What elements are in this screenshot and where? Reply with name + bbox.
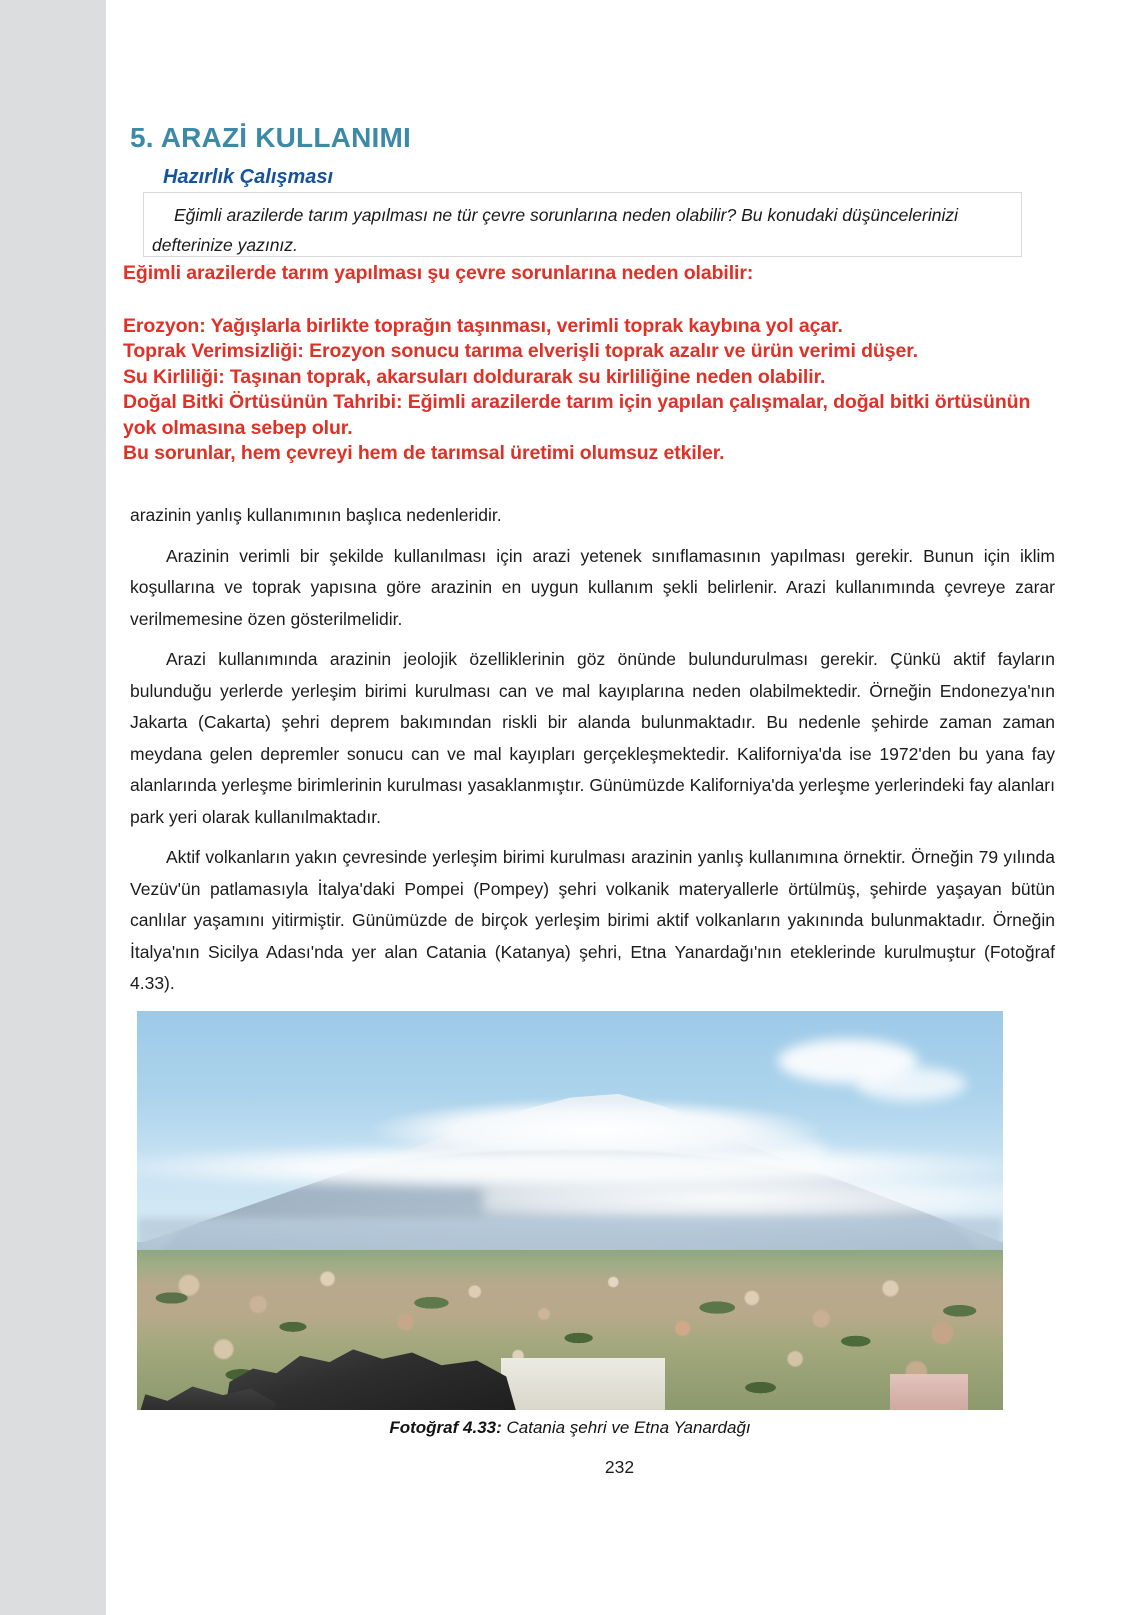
- body-paragraph: Aktif volkanların yakın çevresinde yerleşim birimi kurulması arazinin yanlış kullanımına örnektir. Örneğin 79 yılında Vezüv'ün patlamasıyla İtalya'daki Pompei (Pompey) şehri volkanik materyallerle örtülmüş, şehirde yaşayan bütün canlılar yaşamını yitirmiştir. Günümüzde de birçok yerleşim birimi aktif volkanların yakınında bulunmaktadır. Örneğin İtalya'nın Sicilya Adası'nda yer alan Catania (Katanya) şehri, Etna Yanardağı'nın eteklerinde kurulmuştur (Fotoğraf 4.33).: [130, 847, 1055, 993]
- building-pink: [890, 1374, 968, 1410]
- answer-lines: [123, 314, 1063, 467]
- answer-line: Bu sorunlar, hem çevreyi hem de tarımsal üretimi olumsuz etkiler.: [123, 442, 725, 464]
- answer-lead: Eğimli arazilerde tarım yapılması şu çevre sorunlarına neden olabilir:: [123, 262, 754, 284]
- answer-line: Erozyon: Yağışlarla birlikte toprağın taşınması, verimli toprak kaybına yol açar.: [123, 314, 843, 337]
- page-content: [106, 0, 1133, 1615]
- body-paragraph: Arazi kullanımında arazinin jeolojik özelliklerinin göz önünde bulundurulması gerekir. Çünkü aktif fayların bulunduğu yerlerde yerleşim birimi kurulması can ve mal kayıplarına neden olabilmektedir. Örneğin Endonezya'nın Jakarta (Cakarta) şehri deprem bakımından riskli bir alanda bulunmaktadır. Bu nedenle şehirde zaman zaman meydana gelen depremler sonucu can ve mal kayıpları gerçekleşmektedir. Kaliforniya'da ise 1972'den bu yana fay alanlarında yerleşme birimlerinin kurulması yasaklanmıştır. Günümüzde Kaliforniya'da yerleşme yerlerindeki fay alanları park yeri olarak kullanılmaktadır.: [130, 649, 1055, 827]
- body-text: [130, 500, 1055, 1000]
- figure-caption: [137, 1418, 1003, 1438]
- page-number: 232: [604, 1457, 635, 1477]
- prep-activity-label: Hazırlık Çalışması: [163, 166, 334, 188]
- prep-activity-question: Eğimli arazilerde tarım yapılması ne tür çevre sorunlarına neden olabilir? Bu konudaki düşüncelerinizi defterinize yazınız.: [152, 205, 959, 255]
- cloud-shape: [856, 1067, 966, 1101]
- figure-photo: [137, 1011, 1003, 1410]
- answer-line: Doğal Bitki Örtüsünün Tahribi: Eğimli arazilerde tarım için yapılan çalışmalar, doğal bitki örtüsünün yok olmasına sebep olur.: [123, 391, 1031, 439]
- figure-caption-text: Catania şehri ve Etna Yanardağı: [501, 1418, 751, 1437]
- body-paragraph: Arazinin verimli bir şekilde kullanılması için arazi yetenek sınıflamasının yapılması gerekir. Bunun için iklim koşullarına ve toprak yapısına göre arazinin en uygun kullanım şekli belirlenir. Arazi kullanımında çevreye zarar verilmemesine özen gösterilmelidir.: [130, 545, 1055, 629]
- body-paragraph: arazinin yanlış kullanımının başlıca nedenleridir.: [130, 505, 502, 525]
- answer-line: Toprak Verimsizliği: Erozyon sonucu tarıma elverişli toprak azalır ve ürün verimi düşer.: [123, 340, 918, 362]
- answer-line: Su Kirliliği: Taşınan toprak, akarsuları doldurarak su kirliliğine neden olabilir.: [123, 365, 826, 388]
- photo-illustration: [137, 1011, 1003, 1410]
- figure-caption-label: Fotoğraf 4.33:: [389, 1418, 502, 1437]
- page-title: 5. ARAZİ KULLANIMI: [130, 121, 411, 153]
- answer-block: [123, 261, 1063, 467]
- page-gutter-strip: [0, 0, 106, 1615]
- building-white: [501, 1358, 666, 1410]
